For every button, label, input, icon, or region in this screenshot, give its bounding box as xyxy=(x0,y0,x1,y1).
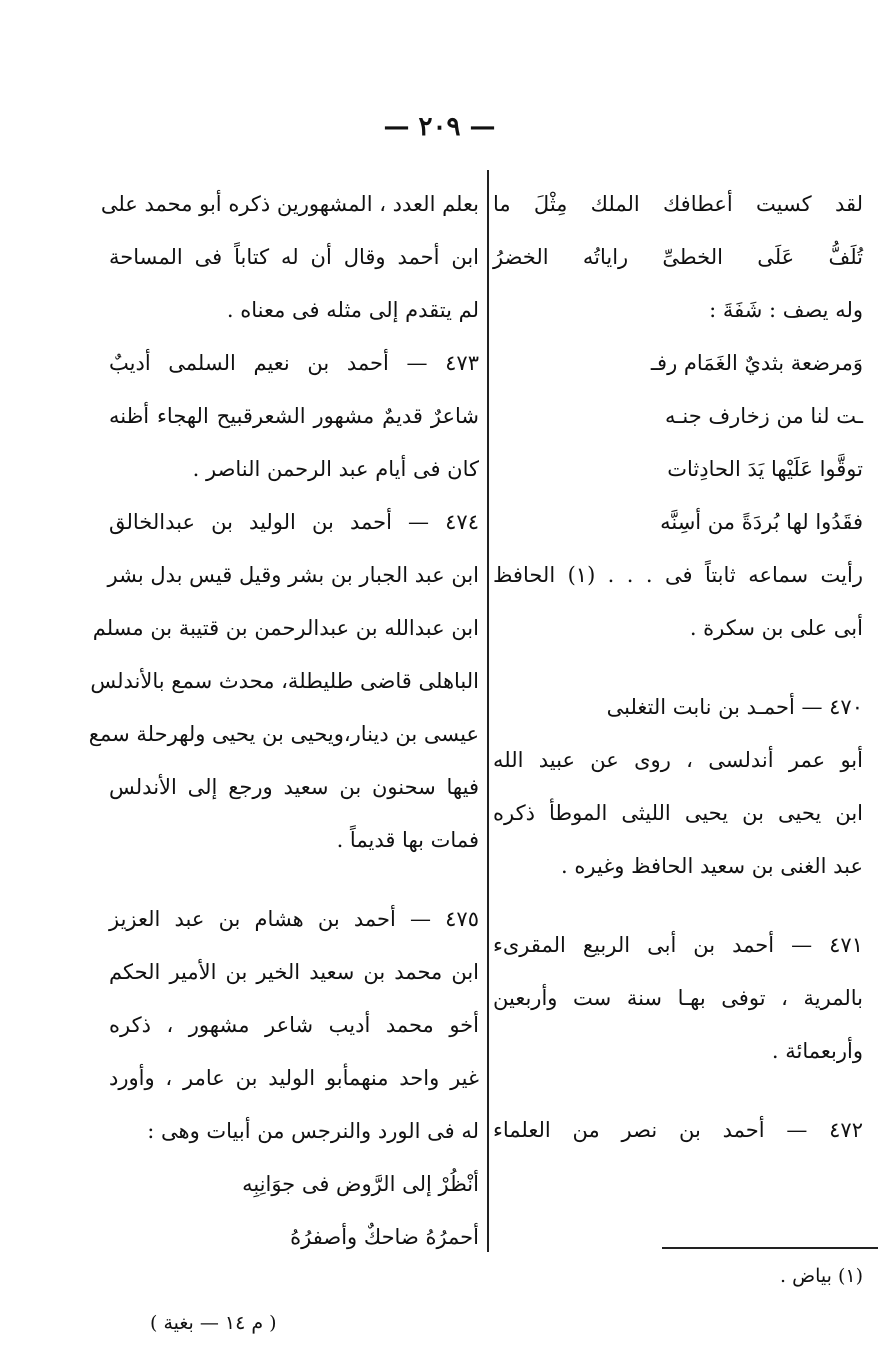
text-line: تُلَفُّ عَلَى الخطىِّ راياتُه الخضرُ xyxy=(493,245,863,269)
text-line: رأيت سماعه ثابتاً فى . . . (١) الحافظ xyxy=(493,563,863,587)
text-line: ٤٧٣ — أحمد بن نعيم السلمى أديبٌ xyxy=(109,351,479,375)
text-line: بالمرية ، توفى بهـا سنة ست وأربعين xyxy=(493,986,863,1010)
paragraph-gap xyxy=(493,893,863,919)
text-line: ٤٧٤ — أحمد بن الوليد بن عبدالخالق xyxy=(109,510,479,534)
text-line: لقد كسيت أعطافك الملك مِثْلَ ما xyxy=(493,192,863,216)
page-number: — ٢٠٩ — xyxy=(383,112,496,142)
text-line: ـت لنا من زخارف جنـه xyxy=(664,404,863,428)
text-line: ٤٧٠ — أحمـد بن نابت التغلبى xyxy=(606,695,863,719)
text-line: الباهلى قاضى طليطلة، محدث سمع بالأندلس xyxy=(90,669,479,693)
text-line: أبو عمر أندلسى ، روى عن عبيد الله xyxy=(493,748,863,772)
footnote: (١) بياض . xyxy=(780,1265,863,1287)
text-line: عيسى بن دينار،ويحيى بن يحيى ولهرحلة سمع xyxy=(88,722,479,746)
text-line: ٤٧٢ — أحمد بن نصر من العلماء xyxy=(493,1118,863,1142)
text-line: فيها سحنون بن سعيد ورجع إلى الأندلس xyxy=(109,775,479,799)
text-line: توقَّوا عَلَيْها يَدَ الحادِثات xyxy=(667,457,863,481)
text-line: فمات بها قديماً . xyxy=(336,828,479,852)
left-column xyxy=(88,178,479,1264)
text-line: أنْظُرْ إلى الرَّوض فى جوَانِبِه xyxy=(242,1172,479,1196)
paragraph-gap xyxy=(493,1078,863,1104)
text-line: ابن أحمد وقال أن له كتاباً فى المساحة xyxy=(109,245,479,269)
text-line: شاعرٌ قديمٌ مشهور الشعرقبيح الهجاء أظنه xyxy=(109,404,479,428)
text-line: له فى الورد والنرجس من أبيات وهى : xyxy=(147,1119,479,1143)
column-divider xyxy=(487,170,489,1252)
paragraph-gap xyxy=(493,655,863,681)
text-line: بعلم العدد ، المشهورين ذكره أبو محمد على xyxy=(100,192,479,216)
text-line: فقَدُوا لها بُردَةً من أسِنَّه xyxy=(660,510,863,534)
text-line: وأربعمائة . xyxy=(771,1039,863,1063)
footnote-rule xyxy=(662,1247,878,1249)
signature-mark: ( م ١٤ — بغية ) xyxy=(150,1312,277,1334)
text-line: عبد الغنى بن سعيد الحافظ وغيره . xyxy=(561,854,863,878)
paragraph-gap xyxy=(109,867,479,893)
text-line: أخو محمد أديب شاعر مشهور ، ذكره xyxy=(109,1013,479,1037)
text-line: لم يتقدم إلى مثله فى معناه . xyxy=(226,298,479,322)
text-line: ٤٧١ — أحمد بن أبى الربيع المقرىء xyxy=(493,933,863,957)
text-line: ابن يحيى بن يحيى الليثى الموطأ ذكره xyxy=(493,801,863,825)
text-line: ابن عبدالله بن عبدالرحمن بن قتيبة بن مسلم xyxy=(92,616,479,640)
text-line: أحمرُهُ ضاحكٌ وأصفرُهُ xyxy=(290,1225,479,1249)
text-line: غير واحد منهمأبو الوليد بن عامر ، وأورد xyxy=(109,1066,479,1090)
text-line: وَمرضعة بثديٌ الغَمَام رفـ xyxy=(650,351,863,375)
text-line: كان فى أيام عبد الرحمن الناصر . xyxy=(192,457,479,481)
text-line: ابن محمد بن سعيد الخير بن الأمير الحكم xyxy=(109,960,479,984)
right-column xyxy=(493,178,863,1157)
text-line: أبى على بن سكرة . xyxy=(689,616,863,640)
text-line: ٤٧٥ — أحمد بن هشام بن عبد العزيز xyxy=(109,907,479,931)
text-line: ابن عبد الجبار بن بشر وقيل قيس بدل بشر xyxy=(107,563,479,587)
text-line: وله يصف : شَفَةَ : xyxy=(709,298,863,322)
